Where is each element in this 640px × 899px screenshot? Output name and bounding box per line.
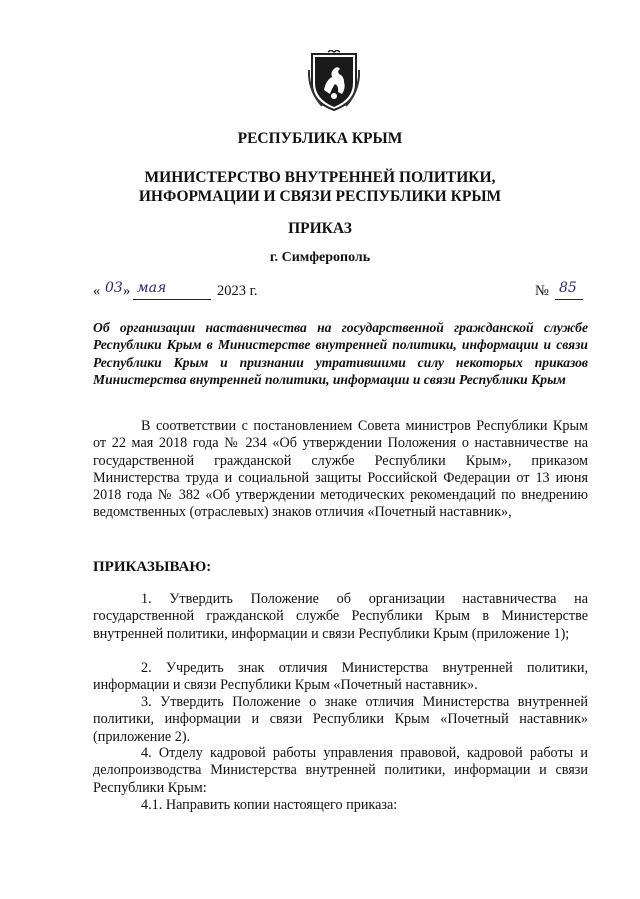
date-quote-open: « [93,283,101,299]
document-type-heading: ПРИКАЗ [288,220,352,237]
order-item-4: 4. Отделу кадровой работы управления правовой, кадровой работы и делопроизводства Министерства внутренней политики, информации и связи Республики Крым: [93,745,588,796]
republic-heading: РЕСПУБЛИКА КРЫМ [237,130,403,147]
order-item-4-1: 4.1. Направить копии настоящего приказа: [141,797,398,813]
number-label: № [535,283,549,299]
ministry-heading-line1: МИНИСТЕРСТВО ВНУТРЕННЕЙ ПОЛИТИКИ, [144,169,496,186]
coat-of-arms-emblem [308,50,360,112]
date-month-handwritten: мая [137,280,167,296]
order-item-1: 1. Утвердить Положение об организации наставничества на государственной гражданской службе Республики Крым в Министерстве внутренней политики, информации и связи Республики Крым (приложение 1); [93,591,588,642]
document-title: Об организации наставничества на государственной гражданской службе Республики Крым в Министерстве внутренней политики, информации и связи Республики Крым и признании утратившими силу некоторых приказов Министерства внутренней политики, информации и связи Республики Крым [93,320,588,387]
order-item-2: 2. Учредить знак отличия Министерства внутренней политики, информации и связи Республики Крым «Почетный наставник». [93,660,588,694]
number-underline [555,299,583,300]
city-label: г. Симферополь [269,250,371,265]
ministry-heading-line2: ИНФОРМАЦИИ И СВЯЗИ РЕСПУБЛИКИ КРЫМ [138,188,502,205]
preamble-paragraph: В соответствии с постановлением Совета министров Республики Крым от 22 мая 2018 года № 234 «Об утверждении Положения о наставничестве на государственной гражданской службе Республики Крым», приказом Министерства труда и социальной защиты Российской Федерации от 13 июня 2018 года № 382 «Об утверждении методических рекомендаций по внедрению ведомственных (отраслевых) знаков отличия «Почетный наставник», [93,418,588,521]
order-item-3: 3. Утвердить Положение о знаке отличия Министерства внутренней политики, информации и связи Республики Крым «Почетный наставник» (приложение 2). [93,694,588,745]
date-day-handwritten: 03 [105,280,123,296]
date-quote-close: » [123,283,131,299]
order-heading: ПРИКАЗЫВАЮ: [93,559,212,575]
document-number-handwritten: 85 [559,280,577,296]
month-underline [133,299,211,300]
date-year: 2023 г. [217,283,258,299]
ministry-heading [0,168,640,206]
date-number-line [93,280,588,305]
